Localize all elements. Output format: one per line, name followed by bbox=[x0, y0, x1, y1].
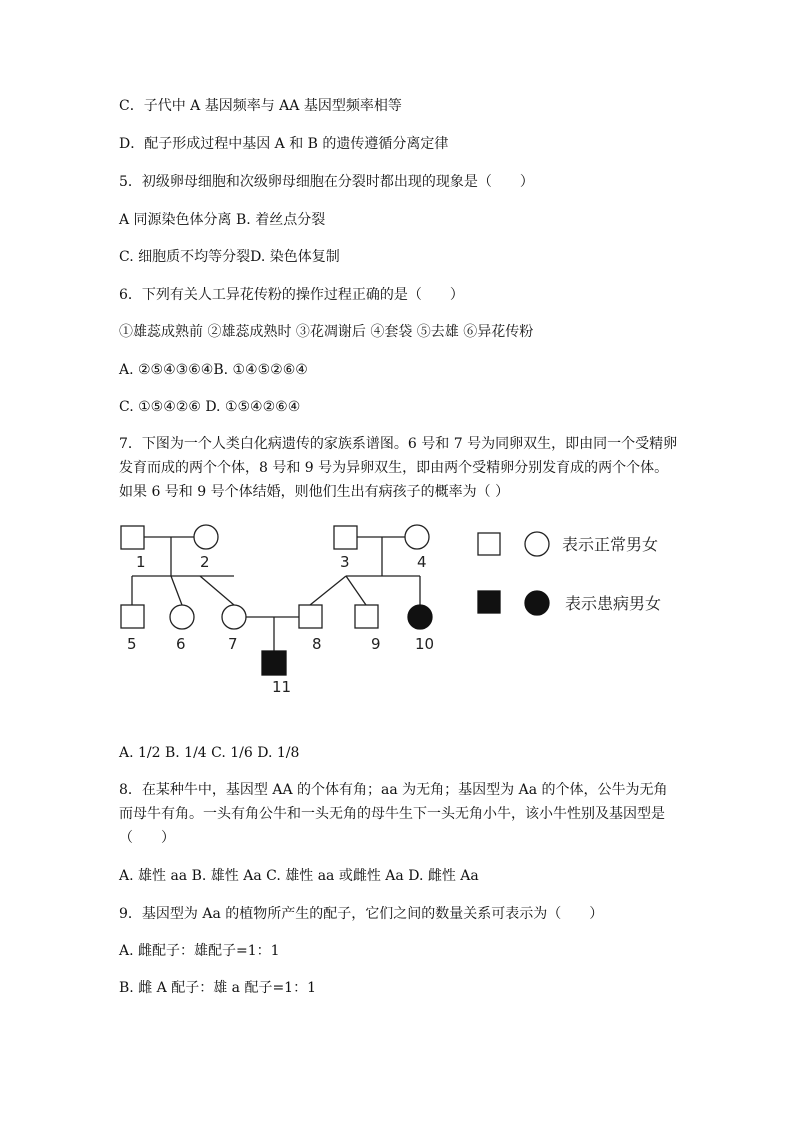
label-6: 6 bbox=[176, 635, 186, 653]
label-5: 5 bbox=[127, 635, 137, 653]
label-2: 2 bbox=[200, 553, 210, 571]
legend-normal-female bbox=[525, 532, 549, 556]
individual-2 bbox=[194, 525, 218, 549]
label-4: 4 bbox=[417, 553, 427, 571]
individual-11 bbox=[262, 651, 286, 675]
individual-10 bbox=[408, 605, 432, 629]
question-8: 8．在某种牛中，基因型 AA 的个体有角；aa 为无角；基因型为 Aa 的个体，公牛为无角而母牛有角。一头有角公牛和一头无角的母牛生下一头无角小牛，该小牛性别及基因型是（ ） bbox=[119, 782, 668, 846]
individual-4 bbox=[405, 525, 429, 549]
legend-affected-label: 表示患病男女 bbox=[565, 594, 662, 613]
individual-5 bbox=[121, 605, 144, 628]
label-10: 10 bbox=[415, 635, 435, 653]
label-3: 3 bbox=[340, 553, 350, 571]
question-9-option-b: B. 雌 A 配子：雄 a 配子=1：1 bbox=[119, 980, 316, 996]
question-6-options-ab: A. ②⑤④③⑥④B. ①④⑤②⑥④ bbox=[119, 362, 308, 378]
individual-3 bbox=[334, 526, 357, 549]
individual-7 bbox=[222, 605, 246, 629]
label-1: 1 bbox=[136, 553, 146, 571]
individual-8 bbox=[299, 605, 322, 628]
individual-6 bbox=[170, 605, 194, 629]
label-7: 7 bbox=[228, 635, 238, 653]
question-7: 7．下图为一个人类白化病遗传的家族系谱图。6 号和 7 号为同卵双生，即由同一个受精卵发育而成的两个个体，8 号和 9 号为异卵双生，即由两个受精卵分别发育成的两个个体。如果 6 号和 9 号个体结婚，则他们生出有病孩子的概率为（ ） bbox=[119, 436, 678, 500]
option-c: C．子代中 A 基因频率与 AA 基因型频率相等 bbox=[119, 98, 402, 114]
question-5: 5．初级卵母细胞和次级卵母细胞在分裂时都出现的现象是（ ） bbox=[119, 174, 534, 190]
question-5-options-cd: C. 细胞质不均等分裂D. 染色体复制 bbox=[119, 249, 340, 265]
question-6-options-cd: C. ①⑤④②⑥ D. ①⑤④②⑥④ bbox=[119, 399, 301, 415]
pedigree-chart bbox=[110, 515, 700, 705]
question-7-options: A. 1/2 B. 1/4 C. 1/6 D. 1/8 bbox=[119, 745, 300, 761]
individual-1 bbox=[121, 526, 144, 549]
legend-normal-label: 表示正常男女 bbox=[562, 535, 659, 554]
question-6-steps: ①雄蕊成熟前 ②雄蕊成熟时 ③花凋谢后 ④套袋 ⑤去雄 ⑥异花传粉 bbox=[119, 324, 534, 340]
option-d: D．配子形成过程中基因 A 和 B 的遗传遵循分离定律 bbox=[119, 136, 449, 152]
question-6: 6．下列有关人工异花传粉的操作过程正确的是（ ） bbox=[119, 287, 464, 303]
label-9: 9 bbox=[371, 635, 381, 653]
label-11: 11 bbox=[272, 678, 292, 696]
legend-affected-male bbox=[478, 591, 500, 613]
individual-9 bbox=[355, 605, 378, 628]
question-5-options-ab: A 同源染色体分离 B. 着丝点分裂 bbox=[119, 212, 326, 228]
question-8-options: A. 雄性 aa B. 雄性 Aa C. 雄性 aa 或雌性 Aa D. 雌性 Aa bbox=[119, 868, 479, 884]
question-9: 9．基因型为 Aa 的植物所产生的配子，它们之间的数量关系可表示为（ ） bbox=[119, 906, 604, 922]
legend-affected-female bbox=[525, 591, 549, 615]
legend-normal-male bbox=[478, 533, 500, 555]
pedigree-lines bbox=[132, 537, 420, 651]
label-8: 8 bbox=[312, 635, 322, 653]
question-9-option-a: A. 雌配子：雄配子=1：1 bbox=[119, 943, 280, 959]
